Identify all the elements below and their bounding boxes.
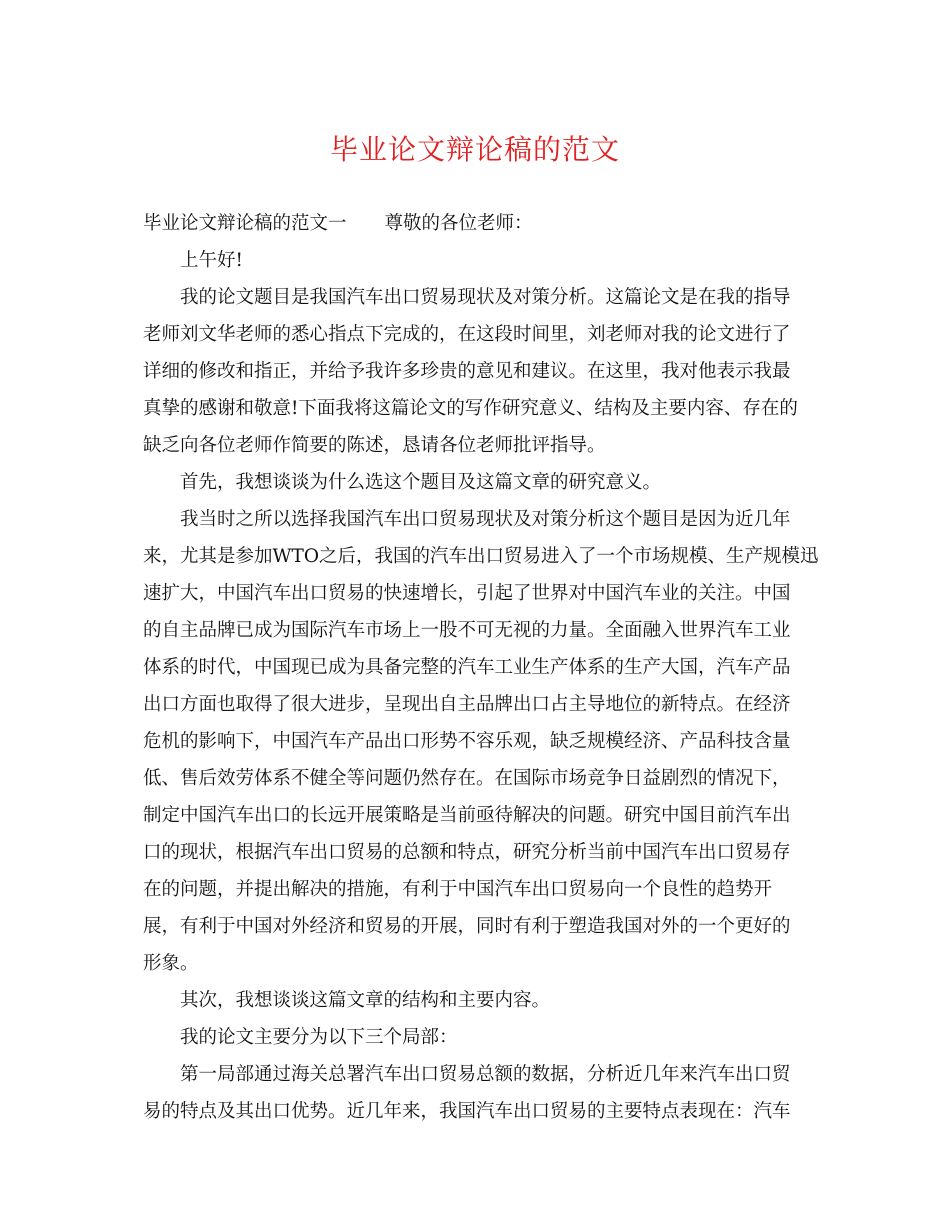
paragraph-line: 低、售后效劳体系不健全等问题仍然存在。在国际市场竞争日益剧烈的情况下， xyxy=(143,768,791,789)
document-title: 毕业论文辩论稿的范文 xyxy=(329,133,620,166)
salutation: 尊敬的各位老师： xyxy=(384,213,533,234)
paragraph-line: 展，有利于中国对外经济和贸易的开展，同时有利于塑造我国对外的一个更好的 xyxy=(143,916,791,937)
paragraph-line: 详细的修改和指正，并给予我许多珍贵的意见和建议。在这里，我对他表示我最 xyxy=(143,361,791,382)
paragraph-line: 体系的时代，中国现已成为具备完整的汽车工业生产体系的生产大国，汽车产品 xyxy=(143,657,791,678)
paragraph-line: 在的问题，并提出解决的措施，有利于中国汽车出口贸易向一个良性的趋势开 xyxy=(143,879,773,900)
paragraph-line: 我的论文题目是我国汽车出口贸易现状及对策分析。这篇论文是在我的指导 xyxy=(180,287,791,308)
paragraph-line: 的自主品牌已成为国际汽车市场上一股不可无视的力量。全面融入世界汽车工业 xyxy=(143,620,791,641)
paragraph-line: 其次，我想谈谈这篇文章的结构和主要内容。 xyxy=(180,990,551,1011)
greeting-line: 上午好! xyxy=(180,250,243,271)
paragraph-line: 口的现状，根据汽车出口贸易的总额和特点，研究分析当前中国汽车出口贸易存 xyxy=(143,842,791,863)
paragraph-line: 危机的影响下，中国汽车产品出口形势不容乐观，缺乏规模经济、产品科技含量 xyxy=(143,731,791,752)
paragraph-line: 来，尤其是参加WTO之后，我国的汽车出口贸易进入了一个市场规模、生产规模迅 xyxy=(143,546,819,567)
intro-heading: 毕业论文辩论稿的范文一 xyxy=(143,213,347,234)
document-body xyxy=(143,205,819,1130)
paragraph-line: 形象。 xyxy=(143,953,199,974)
paragraph-line: 真挚的感谢和敬意!下面我将这篇论文的写作研究意义、结构及主要内容、存在的 xyxy=(143,398,798,419)
paragraph-line: 首先，我想谈谈为什么选这个题目及这篇文章的研究意义。 xyxy=(180,472,662,493)
paragraph-line: 我的论文主要分为以下三个局部： xyxy=(180,1027,458,1048)
paragraph-line: 易的特点及其出口优势。近几年来，我国汽车出口贸易的主要特点表现在：汽车 xyxy=(143,1101,791,1122)
paragraph-line: 出口方面也取得了很大进步，呈现出自主品牌出口占主导地位的新特点。在经济 xyxy=(143,694,791,715)
paragraph-line: 制定中国汽车出口的长远开展策略是当前亟待解决的问题。研究中国目前汽车出 xyxy=(143,805,791,826)
paragraph-line: 第一局部通过海关总署汽车出口贸易总额的数据，分析近几年来汽车出口贸 xyxy=(180,1064,791,1085)
paragraph-line: 我当时之所以选择我国汽车出口贸易现状及对策分析这个题目是因为近几年 xyxy=(180,509,791,530)
paragraph-line: 老师刘文华老师的悉心指点下完成的，在这段时间里，刘老师对我的论文进行了 xyxy=(143,324,791,345)
paragraph-line: 缺乏向各位老师作简要的陈述，恳请各位老师批评指导。 xyxy=(143,435,606,456)
opening-line xyxy=(143,205,803,242)
paragraph-line: 速扩大，中国汽车出口贸易的快速增长，引起了世界对中国汽车业的关注。中国 xyxy=(143,583,791,604)
